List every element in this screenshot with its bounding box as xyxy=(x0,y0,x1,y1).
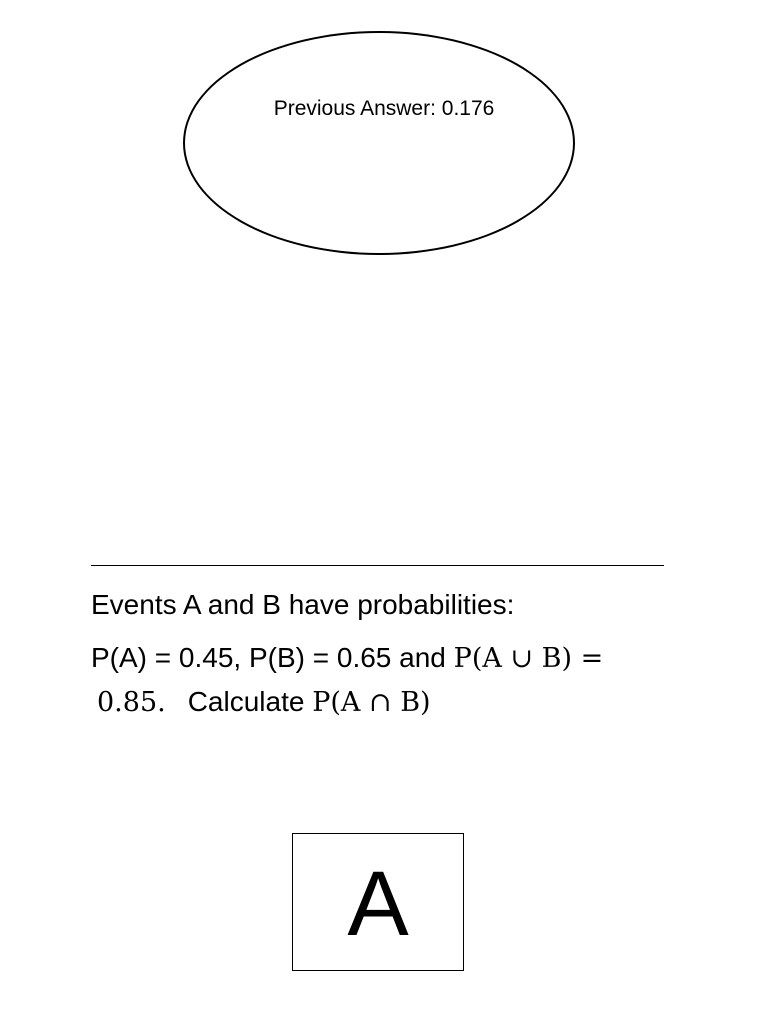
question-probabilities-text: P(A) = 0.45, P(B) = 0.65 and xyxy=(91,642,454,673)
question-line-3 xyxy=(97,685,431,720)
question-line-2 xyxy=(91,641,603,676)
calculate-label: Calculate xyxy=(187,686,313,717)
previous-answer-text: Previous Answer: 0.176 xyxy=(273,97,495,120)
union-expression: P(A ∪ B) = xyxy=(453,643,604,674)
previous-answer-ellipse xyxy=(183,31,575,255)
answer-line xyxy=(91,565,664,566)
intersection-expression: P(A ∩ B) xyxy=(312,687,431,718)
question-line-1: Events A and B have probabilities: xyxy=(91,589,515,620)
answer-card xyxy=(292,833,464,971)
union-value: 0.85. xyxy=(97,687,166,718)
answer-card-letter: A xyxy=(347,853,409,955)
